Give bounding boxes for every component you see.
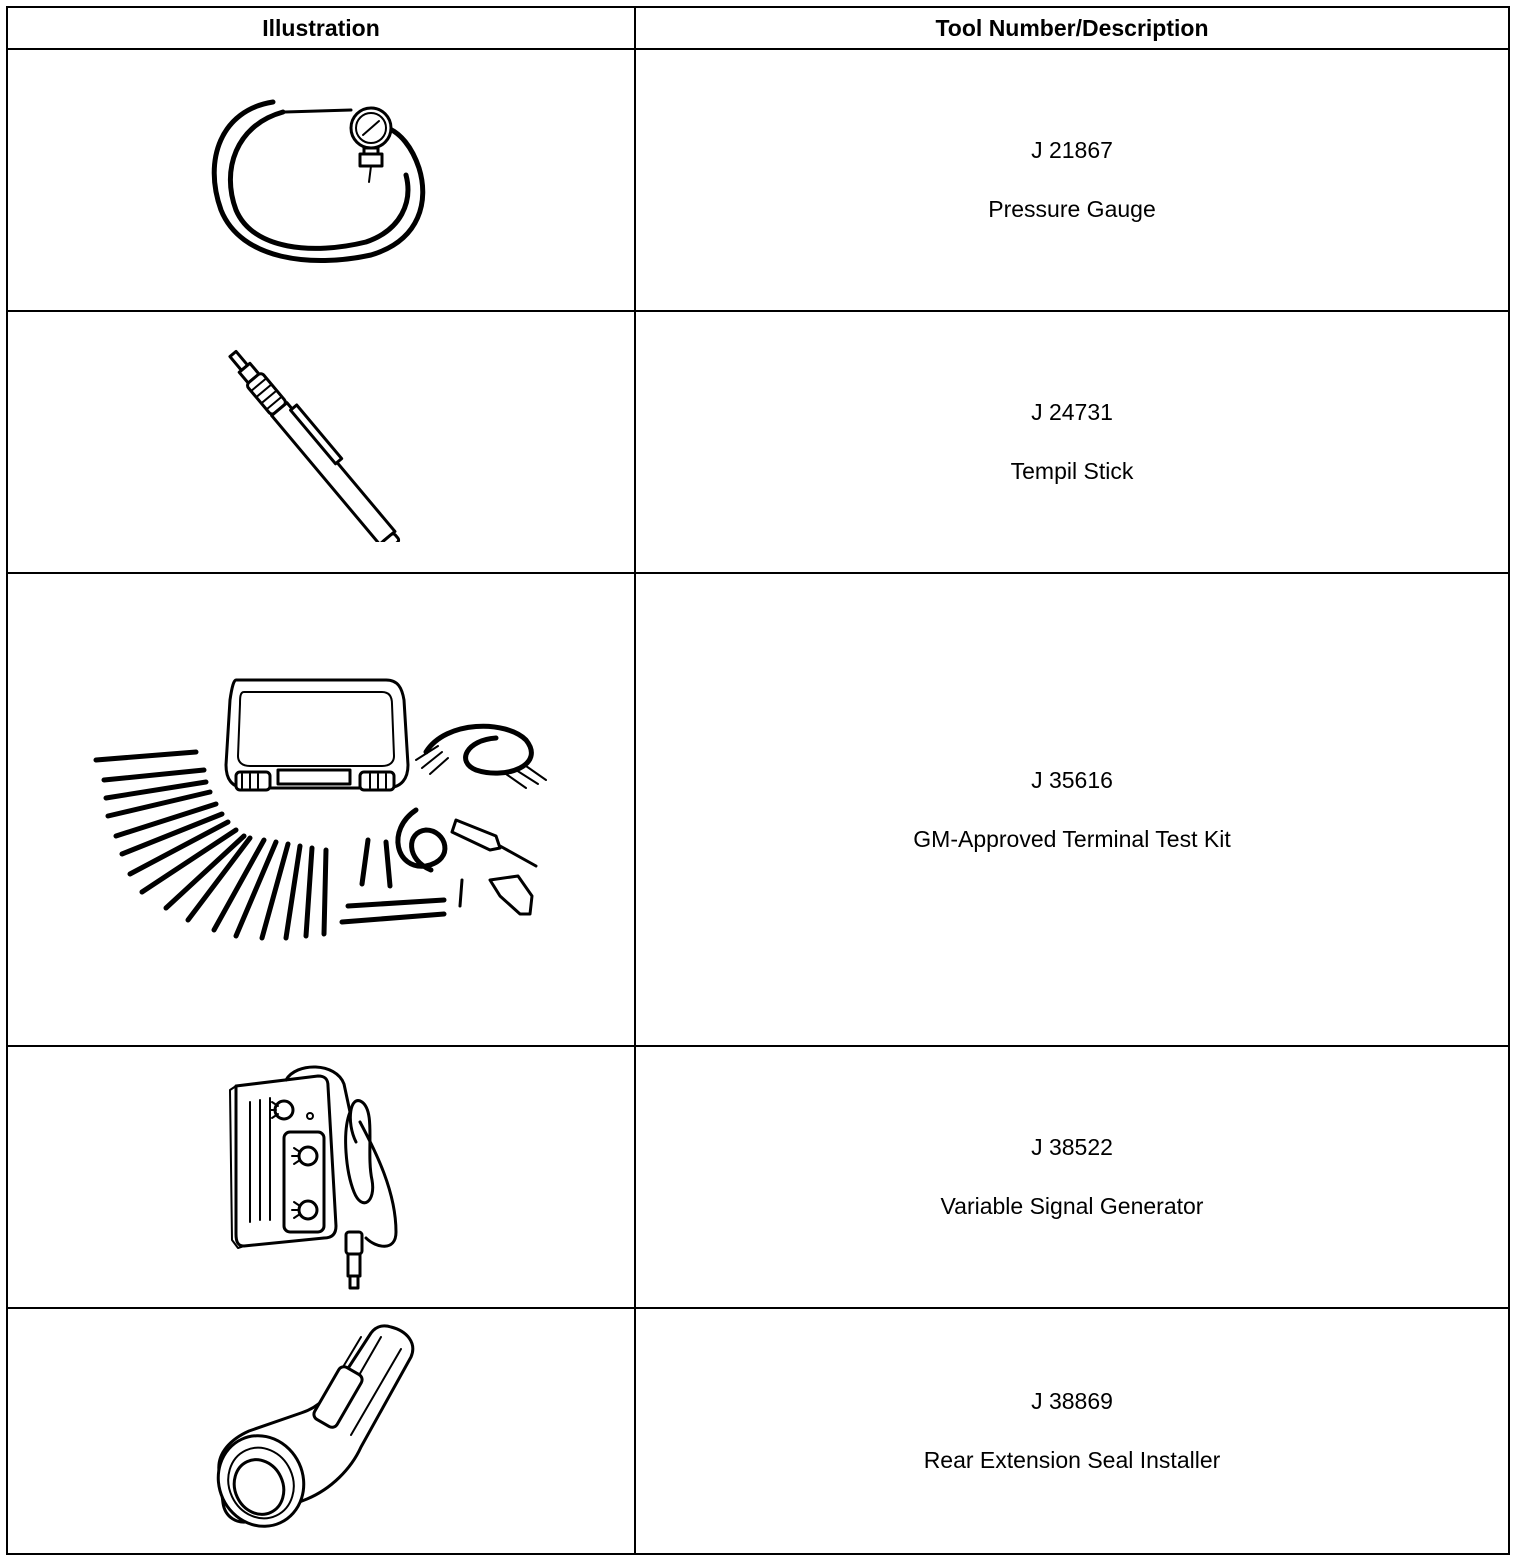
table-row xyxy=(7,1308,1509,1554)
illustration-cell xyxy=(7,573,635,1046)
illustration-cell xyxy=(7,49,635,311)
tool-number: J 38522 xyxy=(1031,1134,1113,1160)
tool-number: J 38869 xyxy=(1031,1388,1113,1414)
tool-cell xyxy=(635,49,1509,311)
tool-description: Variable Signal Generator xyxy=(940,1193,1204,1219)
table-row xyxy=(7,1046,1509,1308)
tool-number: J 24731 xyxy=(1031,399,1113,425)
tool-description: GM-Approved Terminal Test Kit xyxy=(913,825,1231,852)
illustration-cell xyxy=(7,311,635,573)
tool-cell xyxy=(635,1308,1509,1554)
table-row xyxy=(7,573,1509,1046)
tool-cell xyxy=(635,573,1509,1046)
tool-cell xyxy=(635,1046,1509,1308)
header-row xyxy=(7,7,1509,49)
tool-description: Tempil Stick xyxy=(1010,458,1134,484)
illustration-header: Illustration xyxy=(7,7,635,49)
tools-table xyxy=(6,6,1510,1555)
tool-header: Tool Number/Description xyxy=(635,7,1509,49)
terminal-test-kit-icon xyxy=(86,670,556,950)
seal-installer-icon xyxy=(211,1321,431,1541)
tool-description: Pressure Gauge xyxy=(988,196,1156,222)
tool-description: Rear Extension Seal Installer xyxy=(923,1447,1221,1473)
signal-generator-icon xyxy=(226,1062,416,1292)
tempil-stick-icon xyxy=(211,342,431,542)
pressure-gauge-icon xyxy=(201,90,441,270)
illustration-cell xyxy=(7,1046,635,1308)
table-row xyxy=(7,311,1509,573)
tool-cell xyxy=(635,311,1509,573)
tool-number: J 21867 xyxy=(1031,137,1113,163)
illustration-cell xyxy=(7,1308,635,1554)
tool-number: J 35616 xyxy=(1031,766,1113,793)
table-row xyxy=(7,49,1509,311)
